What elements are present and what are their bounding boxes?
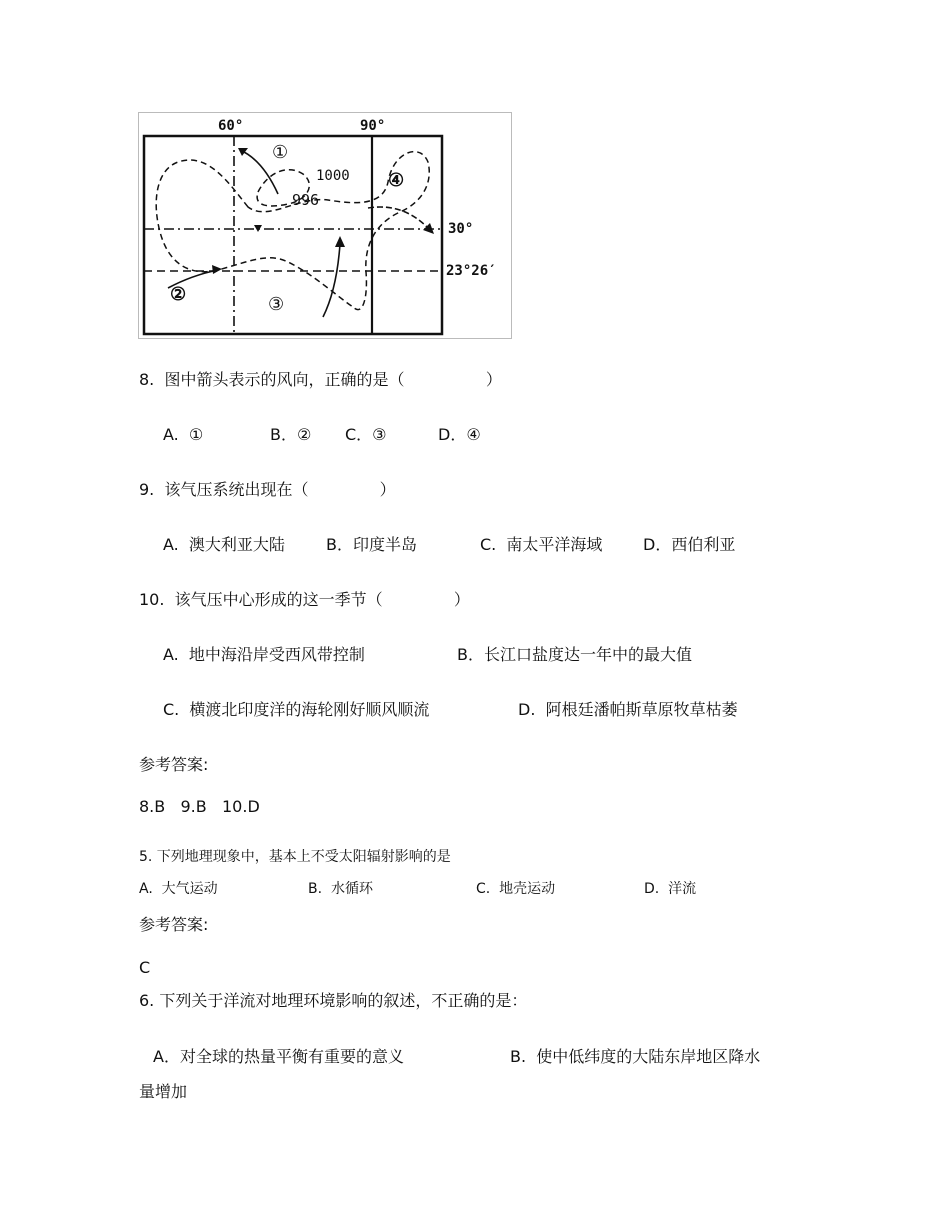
question-9-option-c: C. 南太平洋海域: [480, 535, 603, 554]
arrow-3-label: ③: [268, 294, 285, 315]
wind-arrow-4: [368, 207, 430, 230]
wind-arrow-3: [323, 244, 340, 317]
question-5-option-b: B. 水循环: [308, 881, 373, 897]
question-10-option-b: B．长江口盐度达一年中的最大值: [457, 645, 692, 664]
question-10-option-c: C. 横渡北印度洋的海轮刚好顺风顺流: [163, 700, 430, 719]
wind-arrow-2-head: [212, 265, 222, 274]
lon-60-label: 60°: [218, 118, 244, 134]
question-8-option-a: A. ①: [163, 425, 204, 444]
answer-heading-2: 参考答案:: [139, 915, 209, 934]
question-6-option-a: A．对全球的热量平衡有重要的意义: [153, 1047, 404, 1066]
question-9-option-b: B．印度半岛: [326, 535, 417, 554]
isobar-996-label: 996: [292, 191, 320, 209]
lat-30-label: 30°: [448, 221, 474, 237]
question-8-option-b: B．②: [270, 425, 312, 444]
question-8-option-d: D．④: [438, 425, 481, 444]
isobar-1000-label: 1000: [316, 168, 350, 184]
pressure-marker: [254, 225, 262, 232]
question-8-stem: 8. 图中箭头表示的风向，正确的是（ ）: [139, 370, 502, 389]
pressure-system-map: [138, 112, 513, 340]
question-6-option-b-continued: 量增加: [139, 1082, 188, 1101]
question-5-option-c: C. 地壳运动: [476, 881, 556, 897]
question-6-option-b: B. 使中低纬度的大陆东岸地区降水: [510, 1047, 761, 1066]
wind-arrow-3-head: [335, 236, 345, 247]
question-8-option-c: C．③: [345, 425, 387, 444]
arrow-1-label: ①: [272, 142, 289, 163]
wind-arrow-1-head: [238, 148, 248, 156]
question-10-option-d: D. 阿根廷潘帕斯草原牧草枯萎: [518, 700, 738, 719]
question-9-stem: 9. 该气压系统出现在（ ）: [139, 480, 396, 499]
lon-90-label: 90°: [360, 118, 386, 134]
question-10-stem: 10. 该气压中心形成的这一季节（ ）: [139, 590, 470, 609]
question-6-stem: 6. 下列关于洋流对地理环境影响的叙述，不正确的是：: [139, 991, 528, 1010]
question-5-option-d: D. 洋流: [644, 881, 697, 897]
arrow-4-label: ④: [388, 170, 405, 191]
answer-2: C: [139, 958, 151, 977]
answer-heading-1: 参考答案:: [139, 755, 209, 774]
question-9-option-d: D．西伯利亚: [643, 535, 736, 554]
map-frame: [144, 136, 442, 334]
question-10-option-a: A. 地中海沿岸受西风带控制: [163, 645, 365, 664]
answer-1: 8.B 9.B 10.D: [139, 797, 260, 816]
question-5-option-a: A. 大气运动: [139, 881, 218, 897]
arrow-2-label: ②: [170, 284, 187, 305]
question-9-option-a: A. 澳大利亚大陆: [163, 535, 285, 554]
lat-tropic-label: 23°26′: [446, 263, 497, 279]
question-5-stem: 5. 下列地理现象中，基本上不受太阳辐射影响的是: [139, 849, 451, 865]
